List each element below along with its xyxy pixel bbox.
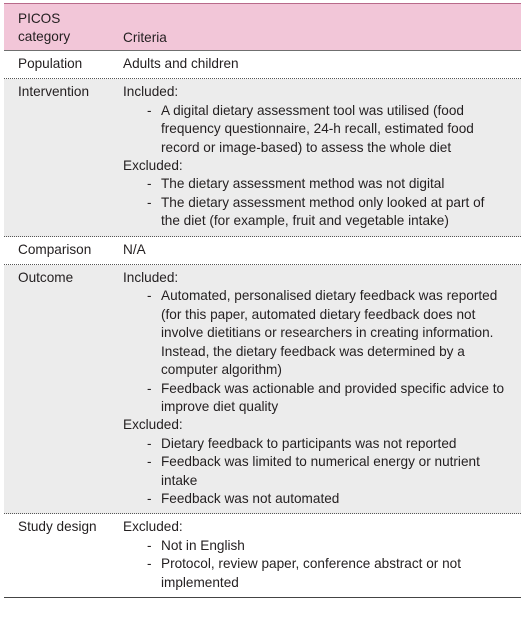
criteria-heading: Excluded: [123,519,183,535]
table-body [4,51,521,598]
criteria-heading: Excluded: [123,417,183,433]
criteria-item: - Not in English [147,537,507,555]
table-row [4,79,521,236]
row-category: Population [18,56,83,71]
row-criteria [123,265,521,513]
table-row [4,237,521,265]
row-category: Outcome [18,270,74,286]
criteria-item: - Dietary feedback to participants was not reported [147,435,507,453]
criteria-heading: Included: [123,270,179,286]
row-category: Study design [18,519,97,535]
row-criteria [123,51,521,78]
criteria-item: - The dietary assessment method only looked at part of the diet (for example, fruit and vegetable intake) [147,194,507,231]
row-criteria [123,79,521,235]
criteria-item: - A digital dietary assessment tool was utilised (food frequency questionnaire, 24-h recall, estimated food record or image-based) to assess the whole diet [147,102,507,157]
criteria-text: Adults and children [123,56,239,71]
criteria-heading: Excluded: [123,158,183,174]
criteria-item: - Automated, personalised dietary feedback was reported (for this paper, automated dietary feedback does not involve dietitians or researchers in creating information. Instead, the dietary feedback was determined by a computer algorithm) [147,287,507,379]
row-category: Intervention [18,84,90,100]
row-criteria [123,237,521,264]
criteria-item: - Feedback was not automated [147,490,507,508]
picos-table [4,3,521,598]
header-criteria: Criteria [123,30,167,45]
criteria-text: N/A [123,241,146,257]
header-category: PICOS category [18,11,71,45]
table-row [4,265,521,514]
row-category: Comparison [18,241,92,257]
criteria-item: - The dietary assessment method was not digital [147,175,507,193]
table-row [4,514,521,598]
criteria-item: - Feedback was limited to numerical energy or nutrient intake [147,453,507,490]
criteria-heading: Included: [123,84,179,100]
table-header [4,3,521,51]
criteria-item: - Protocol, review paper, conference abstract or not implemented [147,555,507,592]
criteria-item: - Feedback was actionable and provided specific advice to improve diet quality [147,380,507,417]
table-row [4,51,521,79]
row-criteria [123,514,521,597]
